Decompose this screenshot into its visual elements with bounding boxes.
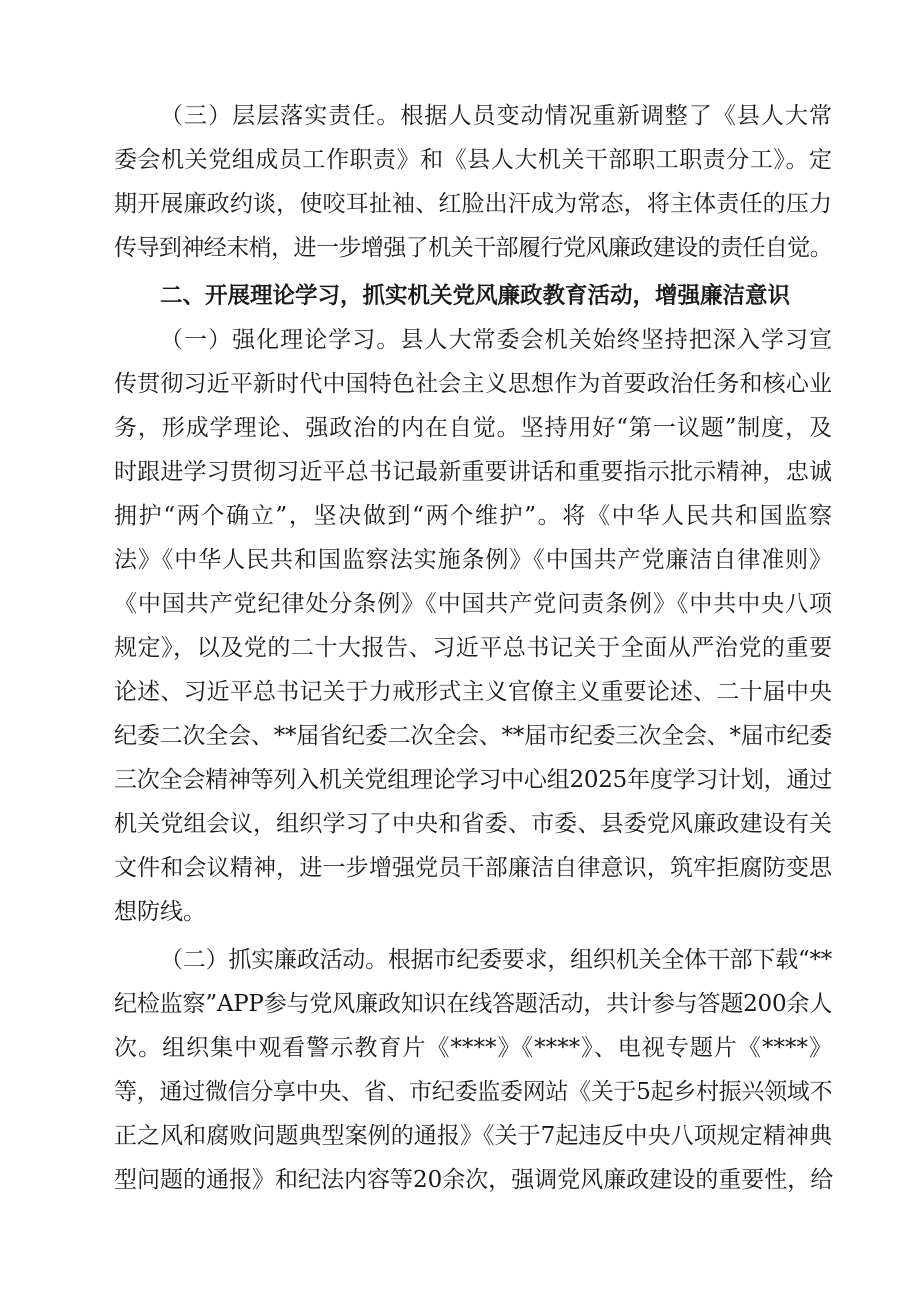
paragraph-1-line-2: 传贯彻习近平新时代中国特色社会主义思想作为首要政治任务和核心业 [114,371,832,397]
paragraph-1-line-12: 机关党组会议，组织学习了中央和省委、市委、县委党风廉政建设有关 [114,811,832,837]
paragraph-1-line-14: 想防线。 [114,899,206,925]
paragraph-1-line-13: 文件和会议精神，进一步增强党员干部廉洁自律意识，筑牢拒腐防变思 [114,855,832,881]
paragraph-1-line-10: 纪委二次全会、**届省纪委二次全会、**届市纪委三次全会、*届市纪委 [114,723,832,749]
paragraph-2-line-3: 次。组织集中观看警示教育片《****》《****》、电视专题片《****》 [114,1035,832,1061]
paragraph-1-line-7: 《中国共产党纪律处分条例》《中国共产党问责条例》《中共中央八项 [114,591,832,617]
paragraph-2-line-6: 型问题的通报》和纪法内容等20余次，强调党风廉政建设的重要性，给 [114,1167,834,1193]
paragraph-2-line-1: （二）抓实廉政活动。根据市纪委要求，组织机关全体干部下载“** [160,947,832,973]
paragraph-1-line-4: 时跟进学习贯彻习近平总书记最新重要讲话和重要指示批示精神，忠诚 [114,459,832,485]
paragraph-1-line-6: 法》《中华人民共和国监察法实施条例》《中国共产党廉洁自律准则》 [114,547,832,573]
paragraph-2-line-2: 纪检监察”APP参与党风廉政知识在线答题活动，共计参与答题200余人 [114,991,832,1017]
paragraph-1-line-11: 三次全会精神等列入机关党组理论学习中心组2025年度学习计划，通过 [114,767,832,793]
paragraph-1-line-8: 规定》，以及党的二十大报告、习近平总书记关于全面从严治党的重要 [114,635,832,661]
paragraph-3-line-1: （三）层层落实责任。根据人员变动情况重新调整了《县人大常 [160,103,832,129]
paragraph-1-line-5: 拥护“两个确立”，坚决做到“两个维护”。将《中华人民共和国监察 [114,503,832,529]
paragraph-2-line-4: 等，通过微信分享中央、省、市纪委监委网站《关于5起乡村振兴领域不 [114,1079,832,1105]
paragraph-1-line-3: 务，形成学理论、强政治的内在自觉。坚持用好“第一议题”制度，及 [114,415,832,441]
section-heading-2: 二、开展理论学习，抓实机关党风廉政教育活动，增强廉洁意识 [160,283,791,309]
paragraph-3-line-2: 委会机关党组成员工作职责》和《县人大机关干部职工职责分工》。定 [114,147,832,173]
paragraph-3-line-4: 传导到神经末梢，进一步增强了机关干部履行党风廉政建设的责任自觉。 [114,235,832,261]
paragraph-1-line-9: 论述、习近平总书记关于力戒形式主义官僚主义重要论述、二十届中央 [114,679,832,705]
paragraph-3-line-3: 期开展廉政约谈，使咬耳扯袖、红脸出汗成为常态，将主体责任的压力 [114,191,832,217]
paragraph-1-line-1: （一）强化理论学习。县人大常委会机关始终坚持把深入学习宣 [160,327,832,353]
paragraph-2-line-5: 正之风和腐败问题典型案例的通报》《关于7起违反中央八项规定精神典 [114,1123,832,1149]
